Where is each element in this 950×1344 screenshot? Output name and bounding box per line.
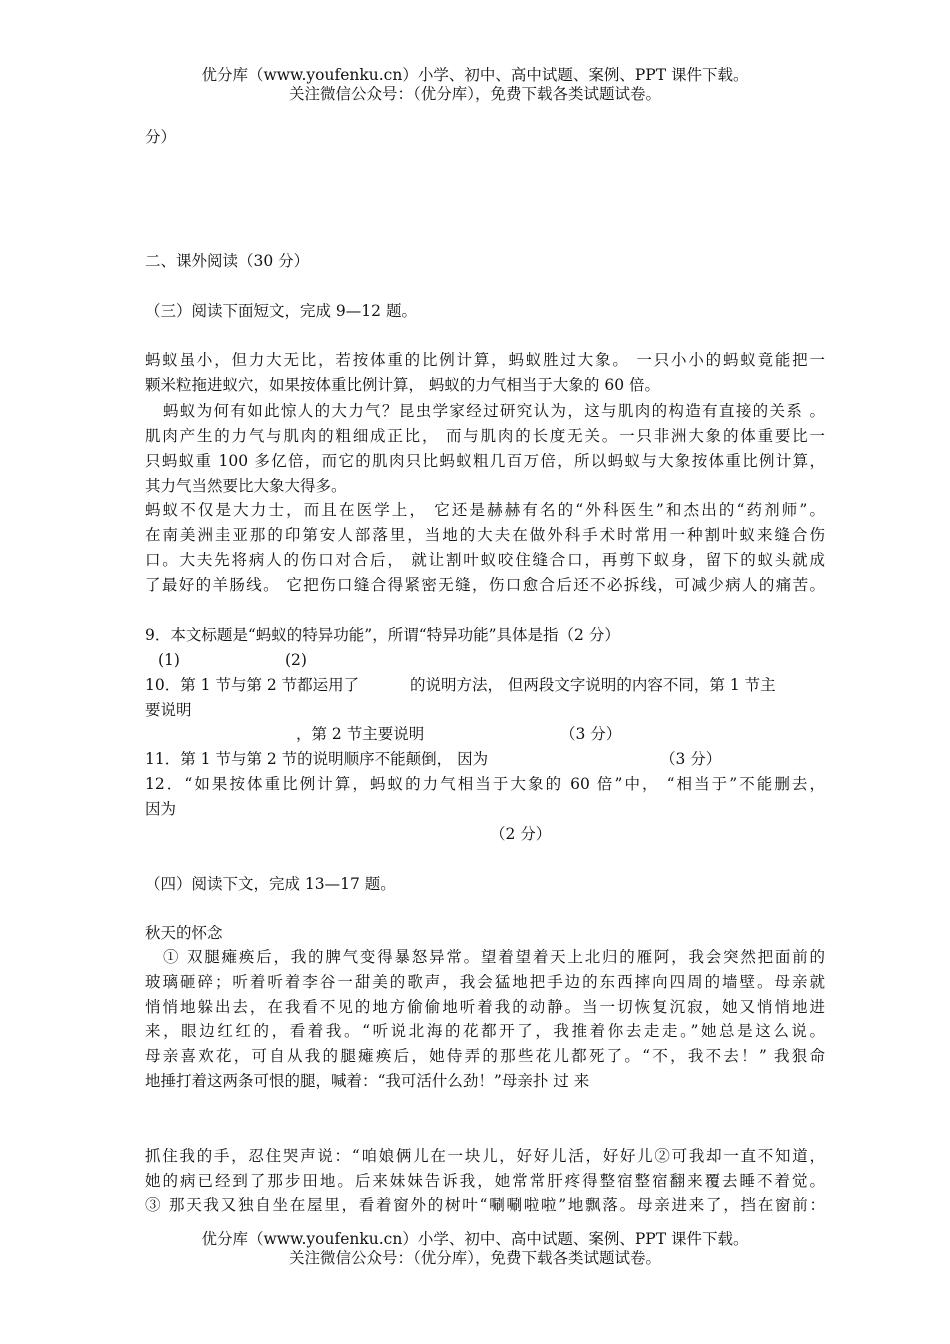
header-line-1: 优分库（www.youfenku.cn）小学、初中、高中试题、案例、PPT 课件下载。 [201,66,749,84]
part4-p1-line: 来，眼边红红的，看着我。“听说北海的花都开了，我推着你去走走。”她总是这么说。 [145,1022,825,1040]
part4-p1-line: 母亲喜欢花，可自从我的腿瘫痪后，她侍弄的那些花儿都死了。“不，我不去！” 我狠命 [145,1047,825,1065]
part3-p2-line: 蚂蚁为何有如此惊人的大力气？昆虫学家经过研究认为，这与肌肉的构造有直接的关系 。 [163,402,825,420]
section-title: 二、课外阅读（30 分） [145,252,310,270]
q9-blank-1-label: (1) [158,651,180,669]
header-line-2: 关注微信公众号：（优分库），免费下载各类试题试卷。 [288,85,661,103]
question-10-part-d: ，第 2 节主要说明 [296,725,425,743]
part3-p3-line: 在南美洲圭亚那的印第安人部落里，当地的大夫在做外科手术时常用一种割叶蚁来缝合伤 [145,526,825,544]
question-12-score: （2 分） [490,825,552,843]
question-10-part-c: 要说明 [145,701,192,719]
question-10-part-a: 10．第 1 节与第 2 节都运用了 [145,676,360,694]
part3-p2-line: 只蚂蚁重 100 多亿倍，而它的肌肉只比蚂蚁粗几百万倍，所以蚂蚁与大象按体重比例计算， [145,452,825,470]
part3-p1-line: 蚂蚁虽小，但力大无比，若按体重的比例计算，蚂蚁胜过大象。 一只小小的蚂蚁竟能把一 [145,351,825,369]
question-10-score: （3 分） [560,725,622,743]
part3-intro: （三）阅读下面短文，完成 9—12 题。 [145,302,417,320]
footer-line-2: 关注微信公众号：（优分库），免费下载各类试题试卷。 [288,1249,661,1267]
part3-p3-line: 口。大夫先将病人的伤口对合后， 就让割叶蚁咬住缝合口，再剪下蚁身，留下的蚁头就成 [145,551,825,569]
part4-p1-line: 玻璃砸碎；听着听着李谷一甜美的歌声，我会猛地把手边的东西摔向四周的墙壁。母亲就 [145,973,825,991]
question-11-score: （3 分） [660,750,722,768]
part4-p2-line: 她的病已经到了那步田地。后来妹妹告诉我，她常常肝疼得整宿整宿翻来覆去睡不着觉。 [145,1172,825,1190]
part4-p2-line: 抓住我的手，忍住哭声说：“咱娘俩儿在一块儿，好好儿活，好好儿②可我却一直不知道， [145,1147,825,1165]
question-9: 9．本文标题是“蚂蚁的特异功能”，所谓“特异功能”具体是指（2 分） [145,626,620,644]
top-fragment: 分） [145,128,177,146]
part3-p3-line: 蚂蚁不仅是大力士，而且在医学上， 它还是赫赫有名的“外科医生”和杰出的“药剂师”。 [145,501,825,519]
part4-p1-line: ① 双腿瘫痪后，我的脾气变得暴怒异常。望着望着天上北归的雁阿，我会突然把面前的 [163,948,825,966]
footer-line-1: 优分库（www.youfenku.cn）小学、初中、高中试题、案例、PPT 课件下载。 [201,1230,749,1248]
page-footer [0,1230,950,1268]
q9-blank-2-label: (2) [285,651,307,669]
question-11: 11．第 1 节与第 2 节的说明顺序不能颠倒， 因为 [145,750,489,768]
part3-p2-line: 肌肉产生的力气与肌肉的粗细成正比， 而与肌肉的长度无关。一只非洲大象的体重要比一 [145,427,825,445]
question-12-part-b: 因为 [145,800,177,818]
part4-p1-line: 地捶打着这两条可恨的腿，喊着：“我可活什么劲！”母亲扑 过 来 [145,1072,590,1090]
part4-p2-line: ③ 那天我又独自坐在屋里，看着窗外的树叶“唰唰啦啦”地飘落。母亲进来了，挡在窗前： [145,1196,825,1214]
part4-p1-line: 悄悄地躲出去，在我看不见的地方偷偷地听着我的动静。当一切恢复沉寂，她又悄悄地进 [145,998,825,1016]
question-10-part-b: 的说明方法， 但两段文字说明的内容不同，第 1 节主 [410,676,776,694]
part4-intro: （四）阅读下文，完成 13—17 题。 [145,875,396,893]
article-title: 秋天的怀念 [145,924,223,942]
part3-p1-line: 颗米粒拖进蚁穴，如果按体重比例计算， 蚂蚁的力气相当于大象的 60 倍。 [145,376,661,394]
page-header [0,66,950,104]
part3-p2-line: 其力气当然要比大象大得多。 [145,477,347,495]
question-12: 12．“如果按体重比例计算，蚂蚁的力气相当于大象的 60 倍”中， “相当于”不能删去， [145,775,825,793]
part3-p3-line: 了最好的羊肠线。 它把伤口缝合得紧密无缝，伤口愈合后还不必拆线，可减少病人的痛苦。 [145,576,825,594]
